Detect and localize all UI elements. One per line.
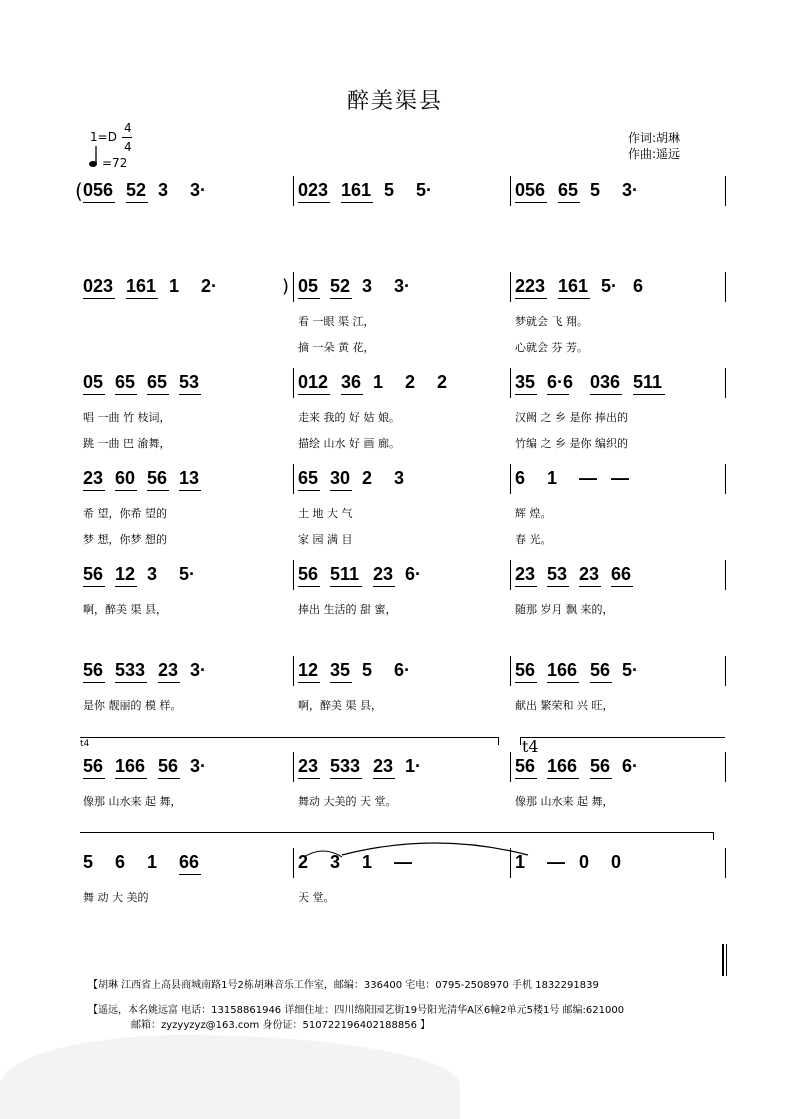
- barline: [725, 368, 726, 398]
- volta-label-2: t4: [522, 737, 539, 756]
- volta-line-2: [520, 737, 725, 738]
- note-group: 52: [126, 180, 147, 200]
- quarter-note-icon: [87, 145, 101, 169]
- note-group: 56: [590, 660, 611, 680]
- note-group: 12: [298, 660, 319, 680]
- note-group: 6·: [405, 564, 422, 584]
- beam-line: [330, 682, 352, 683]
- note-group: —: [394, 852, 412, 872]
- note-group: 05: [298, 276, 319, 296]
- barline: [293, 560, 294, 590]
- beam-line: [341, 394, 363, 395]
- lyric-line: 心就会 芬 芳。: [515, 341, 588, 354]
- lyric-line: 唱 一曲 竹 枝词，: [83, 411, 171, 424]
- note-group: 1: [547, 468, 558, 488]
- composer-credit: 作曲:遥远: [628, 147, 681, 161]
- beam-line: [115, 778, 147, 779]
- note-group: 2: [362, 468, 373, 488]
- note-group: 5·: [416, 180, 433, 200]
- note-group: 023: [83, 276, 114, 296]
- repeat-open-paren: (: [75, 179, 83, 203]
- note-group: 5·: [601, 276, 618, 296]
- note-group: 35: [330, 660, 351, 680]
- beam-line: [633, 394, 665, 395]
- note-group: 012: [298, 372, 329, 392]
- note-group: 56: [298, 564, 319, 584]
- beam-line: [515, 202, 547, 203]
- note-group: 5·: [179, 564, 196, 584]
- beam-line: [590, 778, 612, 779]
- final-barline: [722, 944, 724, 976]
- lyric-line: 辉 煌。: [515, 507, 552, 520]
- note-group: 3: [394, 468, 405, 488]
- beam-line: [558, 298, 590, 299]
- beam-line: [373, 778, 395, 779]
- note-group: 35: [515, 372, 536, 392]
- beam-line: [298, 298, 320, 299]
- note-group: 36: [341, 372, 362, 392]
- note-group: 23: [158, 660, 179, 680]
- lyric-line: 像那 山水来 起 舞，: [515, 795, 614, 808]
- volta-hook-2: [520, 737, 521, 745]
- beam-line: [83, 586, 105, 587]
- lyric-line: 走来 我的 好 姑 娘。: [298, 411, 400, 424]
- beam-line: [83, 778, 105, 779]
- beam-line: [547, 682, 579, 683]
- note-group: 66: [611, 564, 632, 584]
- note-group: —: [547, 852, 565, 872]
- note-group: 2: [437, 372, 448, 392]
- note-group: 6·: [394, 660, 411, 680]
- beam-line: [590, 682, 612, 683]
- lyric-line: 家 园 满 目: [298, 533, 353, 546]
- beam-line: [298, 586, 320, 587]
- note-group: 12: [115, 564, 136, 584]
- beam-line: [83, 298, 115, 299]
- note-group: 56: [590, 756, 611, 776]
- beam-line: [83, 394, 105, 395]
- lyric-line: 舞 动 大 美的: [83, 891, 149, 904]
- note-group: 3·: [622, 180, 639, 200]
- note-group: 161: [126, 276, 157, 296]
- barline: [510, 560, 511, 590]
- note-group: 1: [169, 276, 180, 296]
- note-group: 023: [298, 180, 329, 200]
- note-group: 0: [611, 852, 622, 872]
- note-group: 166: [547, 660, 578, 680]
- note-group: 5: [83, 852, 94, 872]
- beam-line: [547, 778, 579, 779]
- note-group: 60: [115, 468, 136, 488]
- note-group: 65: [147, 372, 168, 392]
- lyric-line: 天 堂。: [298, 891, 335, 904]
- note-group: 3·: [190, 180, 207, 200]
- note-group: 3: [362, 276, 373, 296]
- beam-line: [126, 202, 148, 203]
- note-group: 6: [515, 468, 526, 488]
- note-group: 161: [341, 180, 372, 200]
- beam-line: [147, 490, 169, 491]
- note-group: 5·: [622, 660, 639, 680]
- footer-contact-3: 邮箱：zyzyyzyz@163.com 身份证：510722196402188856 】: [131, 1020, 431, 1031]
- background-smudge: [0, 1035, 460, 1119]
- note-group: 036: [590, 372, 621, 392]
- barline: [725, 560, 726, 590]
- note-group: 6·6: [547, 372, 574, 392]
- note-group: 23: [373, 564, 394, 584]
- beam-line: [147, 394, 169, 395]
- volta-line-3: [80, 832, 713, 833]
- note-group: 05: [83, 372, 104, 392]
- lyric-line: 土 地 大 气: [298, 507, 353, 520]
- footer-contact-2: 【遥远，本名姚远富 电话：13158861946 详细住址：四川绵阳园艺街19号阳光清华A区6幢2单元5楼1号 邮编:621000: [88, 1005, 625, 1016]
- footer-contact-1: 【胡琳 江西省上高县商城南路1号2栋胡琳音乐工作室，邮编：336400 宅电：0795-2508970 手机 1832291839: [88, 980, 599, 991]
- note-group: 6: [115, 852, 126, 872]
- note-group: 65: [115, 372, 136, 392]
- note-group: 56: [515, 660, 536, 680]
- beam-line: [515, 298, 547, 299]
- note-group: 5: [384, 180, 395, 200]
- lyric-line: 啊，醉美 渠 县，: [83, 603, 167, 616]
- note-group: 56: [147, 468, 168, 488]
- note-group: 1·: [405, 756, 422, 776]
- note-group: 2: [298, 852, 309, 872]
- note-group: 65: [298, 468, 319, 488]
- beam-line: [298, 778, 320, 779]
- beam-line: [179, 874, 201, 875]
- note-group: 5: [590, 180, 601, 200]
- lyric-line: 描绘 山水 好 画 廊。: [298, 437, 400, 450]
- note-group: 53: [179, 372, 200, 392]
- beam-line: [115, 490, 137, 491]
- note-group: 53: [547, 564, 568, 584]
- lyric-line: 献出 繁荣和 兴 旺，: [515, 699, 614, 712]
- beam-line: [515, 394, 537, 395]
- note-group: 1: [373, 372, 384, 392]
- beam-line: [298, 490, 320, 491]
- note-group: 166: [115, 756, 146, 776]
- note-group: 56: [83, 756, 104, 776]
- barline: [293, 176, 294, 206]
- note-group: 23: [579, 564, 600, 584]
- barline: [510, 176, 511, 206]
- beam-line: [515, 682, 537, 683]
- note-group: 6·: [622, 756, 639, 776]
- barline: [510, 368, 511, 398]
- note-group: 0: [579, 852, 590, 872]
- beam-line: [179, 394, 201, 395]
- lyric-line: 汉阙 之 乡 是你 捧出的: [515, 411, 628, 424]
- beam-line: [611, 586, 633, 587]
- time-signature-bottom: 4: [124, 140, 132, 154]
- lyric-line: 跳 一曲 巴 渝舞，: [83, 437, 171, 450]
- note-group: 13: [179, 468, 200, 488]
- note-group: 161: [558, 276, 589, 296]
- barline: [293, 464, 294, 494]
- note-group: 3: [147, 564, 158, 584]
- beam-line: [330, 778, 362, 779]
- song-title: 醉美渠县: [346, 89, 443, 114]
- lyric-line: 啊，醉美 渠 县，: [298, 699, 382, 712]
- lyric-line: 摘 一朵 黄 花，: [298, 341, 375, 354]
- lyric-line: 捧出 生活的 甜 蜜，: [298, 603, 397, 616]
- beam-line: [330, 298, 352, 299]
- tempo-value: =72: [102, 156, 128, 170]
- lyric-line: 随那 岁月 飘 来的，: [515, 603, 614, 616]
- note-group: 65: [558, 180, 579, 200]
- note-group: 3·: [190, 660, 207, 680]
- barline: [725, 464, 726, 494]
- barline: [510, 656, 511, 686]
- barline: [725, 656, 726, 686]
- note-group: 5: [362, 660, 373, 680]
- lyric-line: 希 望，你希 望的: [83, 507, 167, 520]
- note-group: 1: [515, 852, 526, 872]
- barline: [293, 368, 294, 398]
- note-group: 2: [405, 372, 416, 392]
- beam-line: [115, 586, 137, 587]
- note-group: 56: [83, 564, 104, 584]
- lyric-line: 看 一眼 渠 江，: [298, 315, 375, 328]
- lyric-line: 舞动 大美的 天 堂。: [298, 795, 397, 808]
- beam-line: [373, 586, 395, 587]
- lyric-line: 春 光。: [515, 533, 552, 546]
- note-group: 533: [115, 660, 146, 680]
- beam-line: [330, 490, 352, 491]
- volta-hook-1: [498, 737, 499, 745]
- beam-line: [83, 490, 105, 491]
- volta-label-1: t4: [80, 739, 90, 749]
- beam-line: [330, 586, 362, 587]
- note-group: 6: [633, 276, 644, 296]
- beam-line: [83, 682, 105, 683]
- lyric-line: 梦 想，你梦 想的: [83, 533, 167, 546]
- volta-hook-3: [713, 832, 714, 840]
- beam-line: [298, 682, 320, 683]
- lyric-line: 竹编 之 乡 是你 编织的: [515, 437, 628, 450]
- note-group: 23: [298, 756, 319, 776]
- volta-line-1: [80, 737, 498, 738]
- barline: [293, 848, 294, 878]
- time-signature-top: 4: [124, 121, 132, 135]
- lyric-line: 是你 靓丽的 模 样。: [83, 699, 182, 712]
- lyric-line: 梦就会 飞 翔。: [515, 315, 588, 328]
- beam-line: [558, 202, 580, 203]
- note-group: 56: [83, 660, 104, 680]
- beam-line: [115, 394, 137, 395]
- note-group: 223: [515, 276, 546, 296]
- barline: [725, 176, 726, 206]
- note-group: 3·: [190, 756, 207, 776]
- barline: [725, 272, 726, 302]
- barline: [510, 464, 511, 494]
- beam-line: [179, 490, 201, 491]
- beam-line: [158, 778, 180, 779]
- note-group: 52: [330, 276, 351, 296]
- note-group: 511: [633, 372, 663, 392]
- note-group: 66: [179, 852, 200, 872]
- barline: [510, 752, 511, 782]
- note-group: 56: [515, 756, 536, 776]
- beam-line: [515, 586, 537, 587]
- barline: [293, 272, 294, 302]
- note-group: 23: [83, 468, 104, 488]
- note-group: 3: [330, 852, 341, 872]
- note-group: 23: [515, 564, 536, 584]
- barline: [510, 848, 511, 878]
- beam-line: [590, 394, 622, 395]
- lyricist-credit: 作词:胡琳: [628, 131, 681, 145]
- beam-line: [83, 202, 115, 203]
- note-group: 30: [330, 468, 351, 488]
- barline: [293, 752, 294, 782]
- note-group: 1: [147, 852, 158, 872]
- barline: [725, 848, 726, 878]
- beam-line: [547, 586, 569, 587]
- beam-line: [341, 202, 373, 203]
- time-signature-line: [122, 137, 132, 138]
- barline: [510, 272, 511, 302]
- barline: [725, 752, 726, 782]
- note-group: 056: [83, 180, 114, 200]
- note-group: 166: [547, 756, 578, 776]
- note-group: 1: [362, 852, 373, 872]
- lyric-line: 像那 山水来 起 舞，: [83, 795, 182, 808]
- beam-line: [579, 586, 601, 587]
- note-group: 56: [158, 756, 179, 776]
- beam-line: [126, 298, 158, 299]
- note-group: 533: [330, 756, 361, 776]
- note-group: 056: [515, 180, 546, 200]
- beam-line: [158, 682, 180, 683]
- beam-line: [547, 394, 569, 395]
- note-group: —: [611, 468, 629, 488]
- note-group: 3: [158, 180, 169, 200]
- beam-line: [298, 202, 330, 203]
- note-group: 23: [373, 756, 394, 776]
- note-group: 2·: [201, 276, 218, 296]
- beam-line: [515, 778, 537, 779]
- note-group: 511: [330, 564, 360, 584]
- beam-line: [298, 394, 330, 395]
- repeat-close-paren: ): [282, 276, 290, 297]
- beam-line: [115, 682, 147, 683]
- final-barline-thin: [726, 944, 727, 976]
- barline: [293, 656, 294, 686]
- key-signature: 1=D: [90, 130, 117, 144]
- note-group: 3·: [394, 276, 411, 296]
- note-group: —: [579, 468, 597, 488]
